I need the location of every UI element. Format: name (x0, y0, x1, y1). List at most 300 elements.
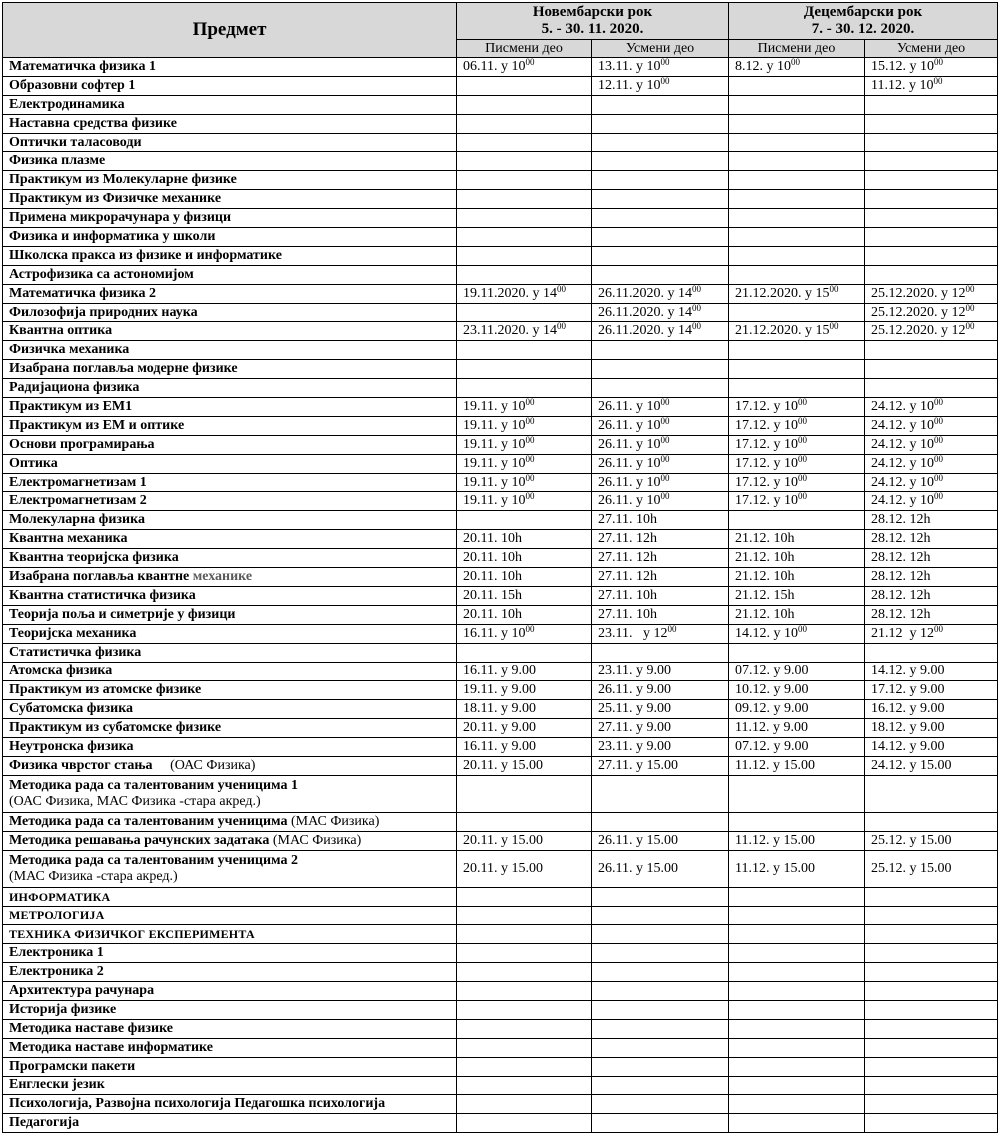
subject-cell (3, 1000, 457, 1019)
subject-name-line (9, 342, 456, 358)
subject-name-line (9, 78, 456, 94)
exam-date: 17.12. у 10 (735, 398, 799, 414)
november-written-date-cell (457, 360, 592, 379)
november-oral-date-cell (592, 1038, 729, 1057)
exam-date: 19.11.2020. у 14 (463, 285, 557, 301)
exam-time-minutes: 00 (934, 435, 944, 445)
november-written-date-cell (457, 887, 592, 906)
subject-note: (ОАС Физика) (152, 757, 256, 773)
december-oral-date-cell (865, 1114, 998, 1133)
november-written-date-cell (457, 1076, 592, 1095)
december-oral-date-cell (865, 473, 998, 492)
november-written-date-cell (457, 756, 592, 775)
november-oral-date-cell (592, 265, 729, 284)
december-oral-date-cell (865, 756, 998, 775)
exam-date: 11.12. у 10 (871, 77, 934, 93)
subject-name: Радијациона физика (9, 380, 140, 396)
exam-time-minutes: 00 (660, 435, 670, 445)
december-oral-date-cell (865, 1019, 998, 1038)
subject-name: Оптика (9, 455, 58, 471)
subject-name-line (9, 926, 456, 942)
december-written-date-cell (729, 95, 865, 114)
exam-time-minutes: 00 (660, 473, 670, 483)
december-written-date-cell (729, 568, 865, 587)
subject-name-line (9, 437, 456, 453)
december-written-date-cell (729, 1000, 865, 1019)
november-oral-date-cell (592, 416, 729, 435)
december-oral-date-cell (865, 549, 998, 568)
november-written-date-cell (457, 58, 592, 77)
exam-date: 26.11.2020. у 14 (598, 323, 692, 339)
subject-name-line (9, 588, 456, 604)
november-written-date-cell (457, 963, 592, 982)
exam-date: 10.12. у 9.00 (735, 682, 809, 698)
exam-date: 23.11.2020. у 14 (463, 323, 557, 339)
subject-cell (3, 1095, 457, 1114)
subject-name: Практикум из Физичке механике (9, 191, 222, 207)
subject-name-line (9, 512, 456, 528)
table-row (3, 1114, 998, 1133)
exam-time-minutes: 00 (934, 57, 944, 67)
subject-name-line (9, 135, 456, 151)
december-written-date-cell (729, 662, 865, 681)
december-written-date-cell (729, 511, 865, 530)
subject-cell (3, 190, 457, 209)
subject-name-line (9, 172, 456, 188)
december-oral-date-cell (865, 700, 998, 719)
exam-date: 18.11. у 9.00 (463, 701, 536, 717)
december-written-date-cell (729, 887, 865, 906)
exam-date: 12.11. у 10 (598, 77, 661, 93)
subject-cell (3, 379, 457, 398)
subject-name: Математичка физика 1 (9, 58, 157, 74)
december-written-date-cell (729, 700, 865, 719)
subject-name-line (9, 475, 456, 491)
table-row (3, 568, 998, 587)
november-oral-date-cell (592, 190, 729, 209)
december-oral-date-cell (865, 416, 998, 435)
table-row (3, 719, 998, 738)
december-written-date-cell (729, 379, 865, 398)
subject-cell (3, 341, 457, 360)
subject-cell (3, 568, 457, 587)
exam-date: 16.11. у 9.00 (463, 663, 536, 679)
subject-name-line (9, 663, 456, 679)
december-oral-date-cell (865, 435, 998, 454)
december-written-date-cell (729, 605, 865, 624)
december-written-date-cell (729, 1114, 865, 1133)
subject-cell (3, 360, 457, 379)
subject-name-line (9, 1040, 456, 1056)
subject-name-line (9, 305, 456, 321)
exam-date: 28.12. 12h (871, 606, 931, 622)
november-written-date-cell (457, 850, 592, 887)
december-oral-date-cell (865, 152, 998, 171)
subject-name-line (9, 286, 456, 302)
november-oral-date-cell (592, 700, 729, 719)
december-oral-date-cell (865, 511, 998, 530)
table-row (3, 1095, 998, 1114)
subject-cell (3, 284, 457, 303)
table-row (3, 209, 998, 228)
november-written-date-cell (457, 246, 592, 265)
exam-time-minutes: 00 (934, 416, 944, 426)
november-oral-date-cell (592, 341, 729, 360)
table-row (3, 549, 998, 568)
exam-date: 21.12.2020. у 15 (735, 285, 830, 301)
table-row (3, 963, 998, 982)
december-oral-date-cell (865, 265, 998, 284)
november-written-date-cell (457, 925, 592, 944)
exam-date: 21.12. 15h (735, 587, 795, 603)
subject-name-line (9, 907, 456, 923)
exam-date: 17.12. у 10 (735, 436, 799, 452)
december-written-date-cell (729, 831, 865, 850)
november-oral-date-cell (592, 133, 729, 152)
subject-cell (3, 322, 457, 341)
subject-name-line (9, 59, 456, 75)
subject-name-line (9, 267, 456, 283)
subject-name: Електроника 1 (9, 945, 104, 961)
subject-cell (3, 265, 457, 284)
exam-date: 27.11. у 9.00 (598, 720, 671, 736)
subject-name: Физика плазме (9, 153, 106, 169)
december-written-date-cell (729, 549, 865, 568)
november-oral-date-cell (592, 303, 729, 322)
exam-time-minutes: 00 (525, 473, 535, 483)
december-oral-date-cell (865, 738, 998, 757)
exam-date: 07.12. у 9.00 (735, 739, 809, 754)
subject-name-line (9, 983, 456, 999)
november-written-date-cell (457, 114, 592, 133)
december-written-date-cell (729, 58, 865, 77)
exam-time-minutes: 00 (934, 473, 944, 483)
exam-date: 23.11. у 12 (598, 625, 668, 641)
exam-date: 26.11. у 15.00 (598, 832, 678, 848)
november-oral-date-cell (592, 322, 729, 341)
table-row (3, 341, 998, 360)
subject-cell (3, 416, 457, 435)
december-oral-header: Усмени део (865, 40, 998, 58)
subject-name: Школска пракса из физике и информатике (9, 247, 282, 263)
december-oral-date-cell (865, 303, 998, 322)
exam-date: 20.11. у 15.00 (463, 757, 543, 773)
exam-schedule-table (2, 2, 998, 1133)
table-row (3, 435, 998, 454)
table-row (3, 76, 998, 95)
december-oral-date-cell (865, 322, 998, 341)
december-written-date-cell (729, 228, 865, 247)
december-written-date-cell (729, 586, 865, 605)
subject-name: Молекуларна физика (9, 512, 145, 528)
subject-name-line (9, 418, 456, 434)
december-written-date-cell (729, 246, 865, 265)
subject-name-line (9, 607, 456, 623)
december-written-date-cell (729, 1076, 865, 1095)
exam-date: 13.11. у 10 (598, 58, 661, 74)
table-row (3, 492, 998, 511)
subject-cell (3, 454, 457, 473)
december-oral-date-cell (865, 398, 998, 417)
november-written-date-cell (457, 1019, 592, 1038)
november-written-date-cell (457, 605, 592, 624)
december-written-date-cell (729, 681, 865, 700)
december-oral-date-cell (865, 982, 998, 1001)
subject-name: Физичка механика (9, 342, 130, 358)
subject-name: Програмски пакети (9, 1058, 136, 1074)
november-written-date-cell (457, 76, 592, 95)
december-oral-date-cell (865, 963, 998, 982)
subject-name: Физика и информатика у школи (9, 228, 216, 244)
exam-date: 19.11. у 10 (463, 436, 526, 452)
subject-note: (МАС Физика) (287, 813, 380, 829)
exam-time-minutes: 00 (934, 397, 944, 407)
table-row (3, 303, 998, 322)
subject-name: Електроника 2 (9, 964, 104, 980)
table-row (3, 511, 998, 530)
december-oral-date-cell (865, 284, 998, 303)
exam-date: 26.11.2020. у 14 (598, 304, 692, 320)
december-written-date-cell (729, 738, 865, 757)
exam-date: 19.11. у 9.00 (463, 682, 536, 698)
subject-name: Практикум из субатомске физике (9, 720, 222, 736)
december-written-date-cell (729, 1095, 865, 1114)
december-written-date-cell (729, 624, 865, 643)
exam-date: 27.11. 12h (598, 568, 657, 584)
november-oral-date-cell (592, 756, 729, 775)
november-written-date-cell (457, 944, 592, 963)
exam-date: 14.12. у 10 (735, 625, 799, 641)
exam-date: 14.12. у 9.00 (871, 739, 945, 754)
exam-date: 26.11.2020. у 14 (598, 285, 692, 301)
december-written-date-cell (729, 1038, 865, 1057)
subject-name: Психологија, Развојна психологија Педагошка психологија (9, 1096, 386, 1112)
table-row (3, 586, 998, 605)
exam-time-minutes: 00 (660, 491, 670, 502)
subject-cell (3, 1038, 457, 1057)
exam-date: 06.11. у 10 (463, 58, 526, 74)
exam-time-minutes: 00 (965, 321, 975, 332)
november-oral-date-cell (592, 228, 729, 247)
december-written-date-cell (729, 284, 865, 303)
november-written-date-cell (457, 492, 592, 511)
subject-cell (3, 76, 457, 95)
subject-name-line (9, 814, 456, 830)
exam-time-minutes: 00 (525, 491, 535, 502)
exam-time-minutes: 00 (691, 284, 701, 294)
december-written-date-cell (729, 398, 865, 417)
november-oral-date-cell (592, 1095, 729, 1114)
december-written-date-cell (729, 643, 865, 662)
exam-date: 17.12. у 10 (735, 493, 799, 509)
exam-date: 20.11. у 15.00 (463, 860, 543, 876)
exam-date: 11.12. у 15.00 (735, 832, 815, 848)
exam-time-minutes: 00 (667, 624, 677, 634)
table-row (3, 925, 998, 944)
exam-date: 24.12. у 10 (871, 493, 935, 509)
exam-date: 28.12. 12h (871, 550, 931, 566)
exam-date: 17.12. у 10 (735, 455, 799, 471)
december-oral-date-cell (865, 944, 998, 963)
november-written-date-cell (457, 473, 592, 492)
november-written-date-cell (457, 171, 592, 190)
table-row (3, 812, 998, 831)
november-written-date-cell (457, 775, 592, 812)
subject-name-line (9, 645, 456, 661)
exam-date: 24.12. у 10 (871, 398, 935, 414)
subject-cell (3, 133, 457, 152)
november-oral-date-cell (592, 398, 729, 417)
table-row (3, 944, 998, 963)
exam-time-minutes: 00 (934, 454, 944, 464)
november-oral-date-cell (592, 586, 729, 605)
table-row (3, 1057, 998, 1076)
subject-name: ИНФОРМАТИКА (9, 889, 111, 904)
subject-name: Математичка физика 2 (9, 285, 157, 301)
exam-date: 17.12. у 10 (735, 417, 799, 433)
december-written-date-cell (729, 435, 865, 454)
table-row (3, 58, 998, 77)
table-row (3, 982, 998, 1001)
december-oral-date-cell (865, 812, 998, 831)
subject-cell (3, 228, 457, 247)
subject-name-line (9, 1002, 456, 1018)
subject-cell (3, 982, 457, 1001)
subject-name: Методика решавања рачунских задатака (9, 832, 270, 848)
subject-name-line (9, 1077, 456, 1093)
november-written-date-cell (457, 1057, 592, 1076)
december-written-date-cell (729, 756, 865, 775)
november-written-header: Писмени део (457, 40, 592, 58)
subject-name-line (9, 116, 456, 132)
table-row (3, 228, 998, 247)
exam-time-minutes: 00 (798, 454, 808, 464)
december-oral-date-cell (865, 190, 998, 209)
subject-cell (3, 303, 457, 322)
november-written-date-cell (457, 700, 592, 719)
december-oral-date-cell (865, 605, 998, 624)
december-oral-date-cell (865, 133, 998, 152)
november-oral-date-cell (592, 58, 729, 77)
exam-time-minutes: 00 (660, 76, 670, 86)
november-written-date-cell (457, 738, 592, 757)
subject-cell (3, 1076, 457, 1095)
exam-date: 24.12. у 15.00 (871, 757, 952, 773)
exam-date: 18.12. у 9.00 (871, 720, 945, 736)
december-oral-date-cell (865, 379, 998, 398)
subject-name-line (9, 1059, 456, 1075)
november-period-name: Новембарски рок (532, 4, 653, 20)
december-written-date-cell (729, 454, 865, 473)
subject-cell (3, 906, 457, 925)
november-written-date-cell (457, 719, 592, 738)
exam-date: 23.11. у 9.00 (598, 739, 671, 754)
subject-name: Методика наставе информатике (9, 1039, 213, 1055)
november-oral-date-cell (592, 605, 729, 624)
november-written-date-cell (457, 209, 592, 228)
exam-date: 27.11. 12h (598, 550, 657, 566)
subject-name: Методика рада са талентованим ученицима 2 (9, 852, 298, 868)
subject-name-line (9, 1115, 456, 1131)
subject-cell (3, 209, 457, 228)
subject-name-line (9, 945, 456, 961)
november-oral-date-cell (592, 152, 729, 171)
table-row (3, 360, 998, 379)
exam-time-minutes: 00 (691, 321, 701, 332)
exam-date: 11.12. у 9.00 (735, 720, 808, 736)
subject-name: Основи програмирања (9, 436, 155, 452)
november-oral-header: Усмени део (592, 40, 729, 58)
december-written-date-cell (729, 303, 865, 322)
subject-name: ТЕХНИКА ФИЗИЧКОГ ЕКСПЕРИМЕНТА (9, 927, 255, 942)
exam-date: 20.11. у 15.00 (463, 832, 543, 848)
subject-name-line (9, 720, 456, 736)
november-written-date-cell (457, 435, 592, 454)
exam-date: 21.12. 10h (735, 568, 795, 584)
subject-name: Методика рада са талентованим ученицима (9, 813, 288, 829)
december-written-date-cell (729, 171, 865, 190)
subject-name-line (9, 323, 456, 339)
table-row (3, 265, 998, 284)
exam-time-minutes: 00 (798, 416, 808, 426)
exam-date: 27.11. 10h (598, 587, 657, 603)
subject-cell (3, 963, 457, 982)
subject-name: Методика рада са талентованим ученицима 1 (9, 777, 298, 793)
november-written-date-cell (457, 416, 592, 435)
december-oral-date-cell (865, 492, 998, 511)
december-written-date-cell (729, 114, 865, 133)
subject-name-line (9, 682, 456, 698)
subject-name: Статистичка физика (9, 644, 142, 660)
table-row (3, 662, 998, 681)
subject-name: Примена микрорачунара у физици (9, 210, 232, 226)
december-oral-date-cell (865, 1038, 998, 1057)
november-written-date-cell (457, 624, 592, 643)
december-period-dates: 7. - 30. 12. 2020. (811, 21, 915, 37)
subject-name-line (9, 361, 456, 377)
exam-date: 17.12. у 9.00 (871, 682, 945, 698)
exam-date: 27.11. 12h (598, 531, 657, 547)
november-oral-date-cell (592, 1057, 729, 1076)
november-oral-date-cell (592, 246, 729, 265)
subject-name: Теорија поља и симетрије у физици (9, 606, 236, 622)
subject-name-line (9, 456, 456, 472)
table-row (3, 454, 998, 473)
december-written-date-cell (729, 265, 865, 284)
november-oral-date-cell (592, 360, 729, 379)
exam-date: 09.12. у 9.00 (735, 701, 809, 717)
subject-name-line (9, 569, 456, 585)
table-row (3, 190, 998, 209)
november-written-date-cell (457, 586, 592, 605)
exam-time-minutes: 00 (798, 473, 808, 483)
subject-name-line (9, 248, 456, 264)
subject-name: Методика наставе физике (9, 1020, 174, 1036)
november-oral-date-cell (592, 454, 729, 473)
subject-name: Изабрана поглавља модерне физике (9, 361, 238, 377)
subject-name: Архитектура рачунара (9, 983, 155, 999)
november-oral-date-cell (592, 114, 729, 133)
december-written-date-cell (729, 719, 865, 738)
subject-name: Практикум из ЕМ и оптике (9, 417, 185, 433)
subject-cell (3, 152, 457, 171)
november-oral-date-cell (592, 379, 729, 398)
november-oral-date-cell (592, 982, 729, 1001)
november-written-date-cell (457, 511, 592, 530)
exam-date: 28.12. 12h (871, 512, 931, 528)
exam-date: 24.12. у 10 (871, 474, 935, 490)
december-written-header: Писмени део (729, 40, 865, 58)
